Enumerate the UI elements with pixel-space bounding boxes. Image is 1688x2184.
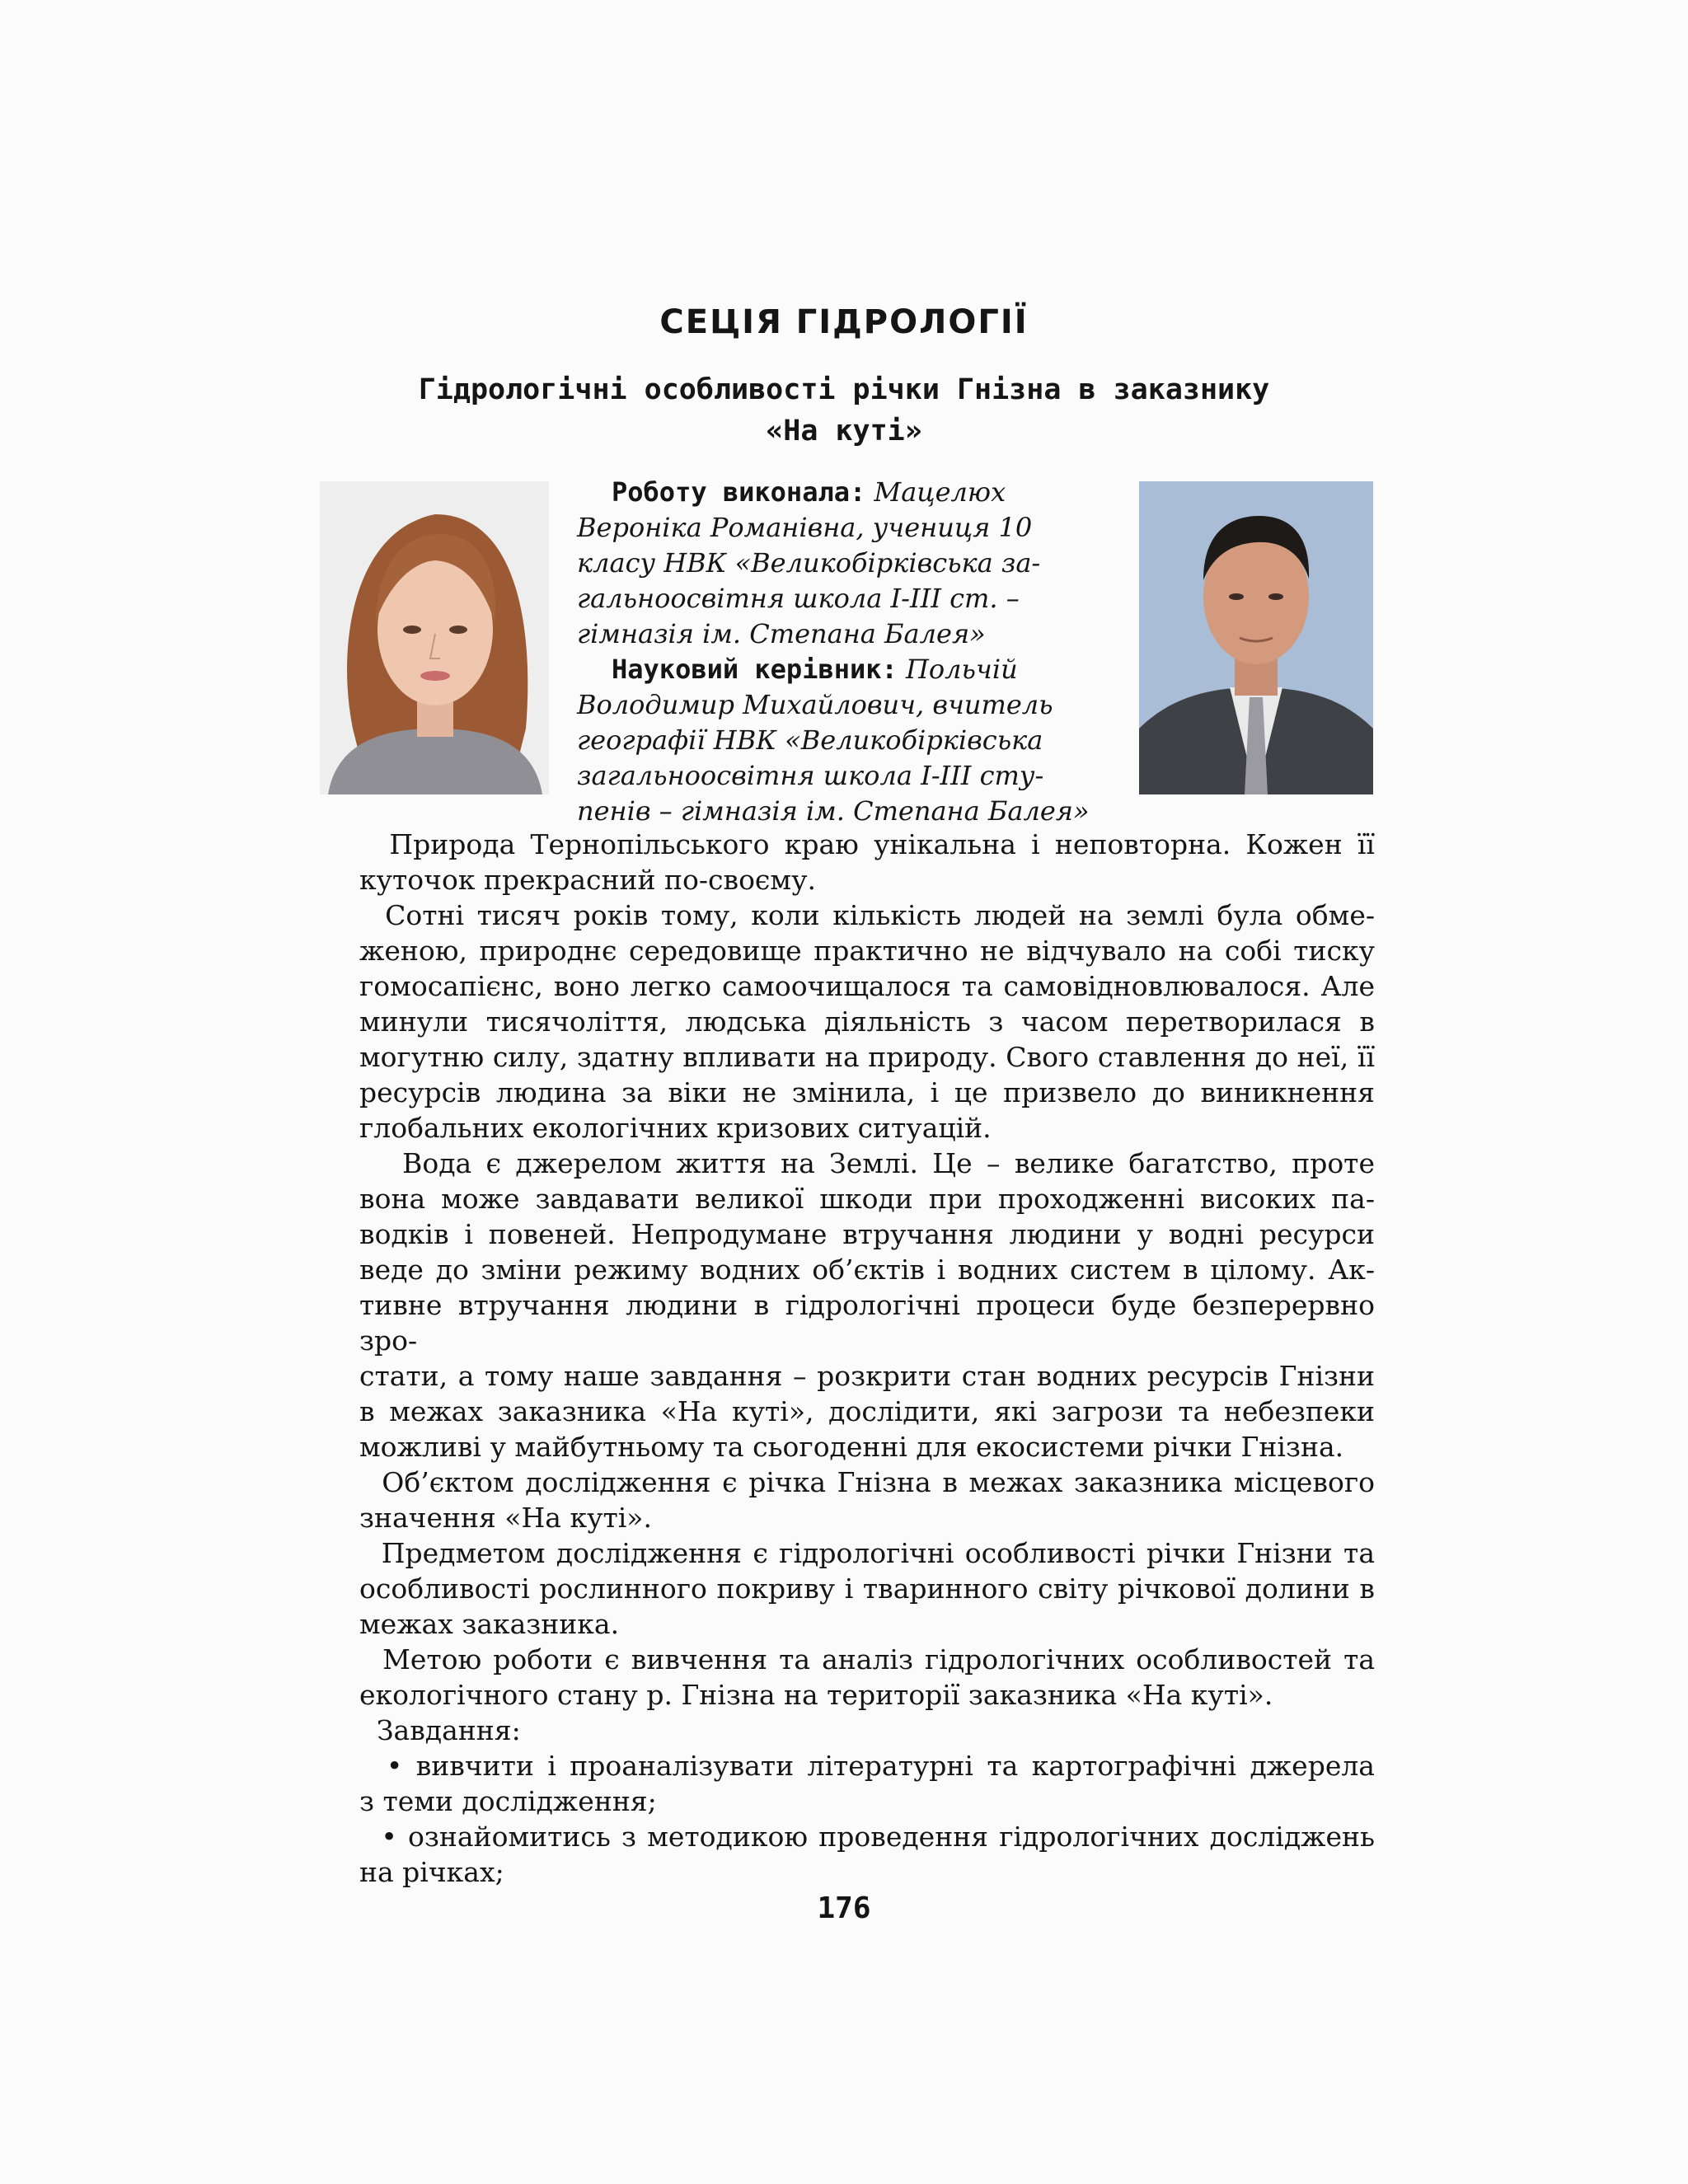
article-body (359, 827, 1384, 1890)
article-title-line-2: «На куті» (766, 415, 922, 448)
performed-line-0: Мацелюх (874, 476, 1006, 508)
supervisor-label: Науковий керівник: (612, 654, 898, 685)
paragraph-line: ресурсів людина за віки не змінила, і це призвело до виникнення (359, 1076, 1375, 1108)
supervisor-line-0: Польчій (905, 654, 1018, 685)
paragraph-line: могутню силу, здатну впливати на природу. Свого ставлення до неї, її (359, 1041, 1375, 1073)
paragraph-line: межах заказника. (359, 1608, 620, 1640)
paragraph-line: значення «На куті». (359, 1502, 652, 1534)
paragraph-line: Завдання: (359, 1714, 521, 1746)
paragraph-line: особливості рослинного покриву і тваринного світу річкової долини в (359, 1572, 1375, 1605)
supervisor-line-1: Володимир Михайлович, вчитель (577, 689, 1053, 720)
paragraph-line: з теми дослідження; (359, 1785, 657, 1817)
paragraph (359, 1642, 1375, 1713)
paragraph-line: • вивчити і проаналізувати літературні та картографічні джерела (359, 1750, 1375, 1782)
paragraph-line: веде до зміни режиму водних об’єктів і водних систем в цілому. Ак- (359, 1254, 1375, 1286)
paragraph (359, 898, 1375, 1146)
paragraph (359, 1146, 1384, 1465)
paragraph (359, 1535, 1375, 1642)
performed-label: Роботу виконала: (612, 476, 866, 508)
student-portrait-image (320, 481, 549, 794)
supervisor-line-2: географії НВК «Великобірківська (577, 724, 1043, 756)
performed-by (577, 475, 1113, 510)
authors-block (577, 475, 1113, 829)
performed-line-2: класу НВК «Великобірківська за- (577, 547, 1041, 579)
paragraph-line: вона може завдавати великої шкоди при проходженні високих па- (359, 1183, 1375, 1215)
paragraph-line: Предметом дослідження є гідрологічні особливості річки Гнізни та (359, 1537, 1375, 1569)
paragraph-line: Природа Тернопільського краю унікальна і неповторна. Кожен її (359, 828, 1375, 860)
supervisor-portrait-photo (1139, 481, 1373, 794)
paragraph-line: куточок прекрасний по-своєму. (359, 864, 816, 896)
paragraph-line: тивне втручання людини в гідрологічні процеси буде безперервно зро- (359, 1289, 1384, 1357)
paragraph-line: стати, а тому наше завдання – розкрити стан водних ресурсів Гнізни (359, 1360, 1375, 1392)
supervisor-portrait-image (1139, 481, 1373, 794)
paragraph (359, 1819, 1375, 1890)
paragraph-line: Об’єктом дослідження є річка Гнізна в межах заказника місцевого (359, 1466, 1375, 1498)
paragraph-line: женою, природнє середовище практично не відчувало на собі тиску (359, 935, 1375, 967)
supervisor-line-3: загальноосвітня школа І-ІІІ сту- (577, 760, 1044, 791)
performed-line-4: гімназія ім. Степана Балея» (577, 618, 986, 649)
paragraph (359, 1713, 1375, 1748)
paragraph (359, 1465, 1375, 1535)
performed-line-1: Вероніка Романівна, учениця 10 (577, 512, 1033, 543)
performed-line-3: гальноосвітня школа І-ІІІ ст. – (577, 583, 1020, 614)
paragraph (359, 1748, 1375, 1819)
paragraph-line: на річках; (359, 1856, 504, 1888)
paragraph-line: можливі у майбутньому та сьогоденні для екосистеми річки Гнізна. (359, 1431, 1344, 1463)
supervisor (577, 652, 1113, 687)
paragraph-line: Вода є джерелом життя на Землі. Це – велике багатство, проте (359, 1147, 1375, 1179)
paragraph-line: минули тисячоліття, людська діяльність з часом перетворилася в (359, 1005, 1375, 1038)
paragraph-line: в межах заказника «На куті», дослідити, які загрози та небезпеки (359, 1395, 1375, 1427)
section-title: СЕЦІЯ ГІДРОЛОГІЇ (659, 303, 1029, 341)
paragraph-line: Сотні тисяч років тому, коли кількість людей на землі була обме- (359, 899, 1375, 931)
paragraph-line: Метою роботи є вивчення та аналіз гідрологічних особливостей та (359, 1643, 1376, 1675)
student-portrait-photo (320, 481, 549, 794)
paragraph (359, 827, 1375, 898)
paragraph-line: водків і повеней. Непродумане втручання людини у водні ресурси (359, 1218, 1375, 1250)
paragraph-line: • ознайомитись з методикою проведення гідрологічних досліджень (359, 1821, 1375, 1853)
article-title (320, 369, 1368, 452)
paragraph-line: гомосапієнс, воно легко самоочищалося та самовідновлювалося. Але (359, 970, 1375, 1002)
paragraph-line: екологічного стану р. Гнізна на території заказника «На куті». (359, 1679, 1273, 1711)
supervisor-line-4: пенів – гімназія ім. Степана Балея» (577, 795, 1090, 827)
paragraph-line: глобальних екологічних кризових ситуацій. (359, 1112, 992, 1144)
article-title-line-1: Гідрологічні особливості річки Гнізна в заказнику (418, 373, 1270, 406)
page-number: 176 (817, 1891, 871, 1925)
